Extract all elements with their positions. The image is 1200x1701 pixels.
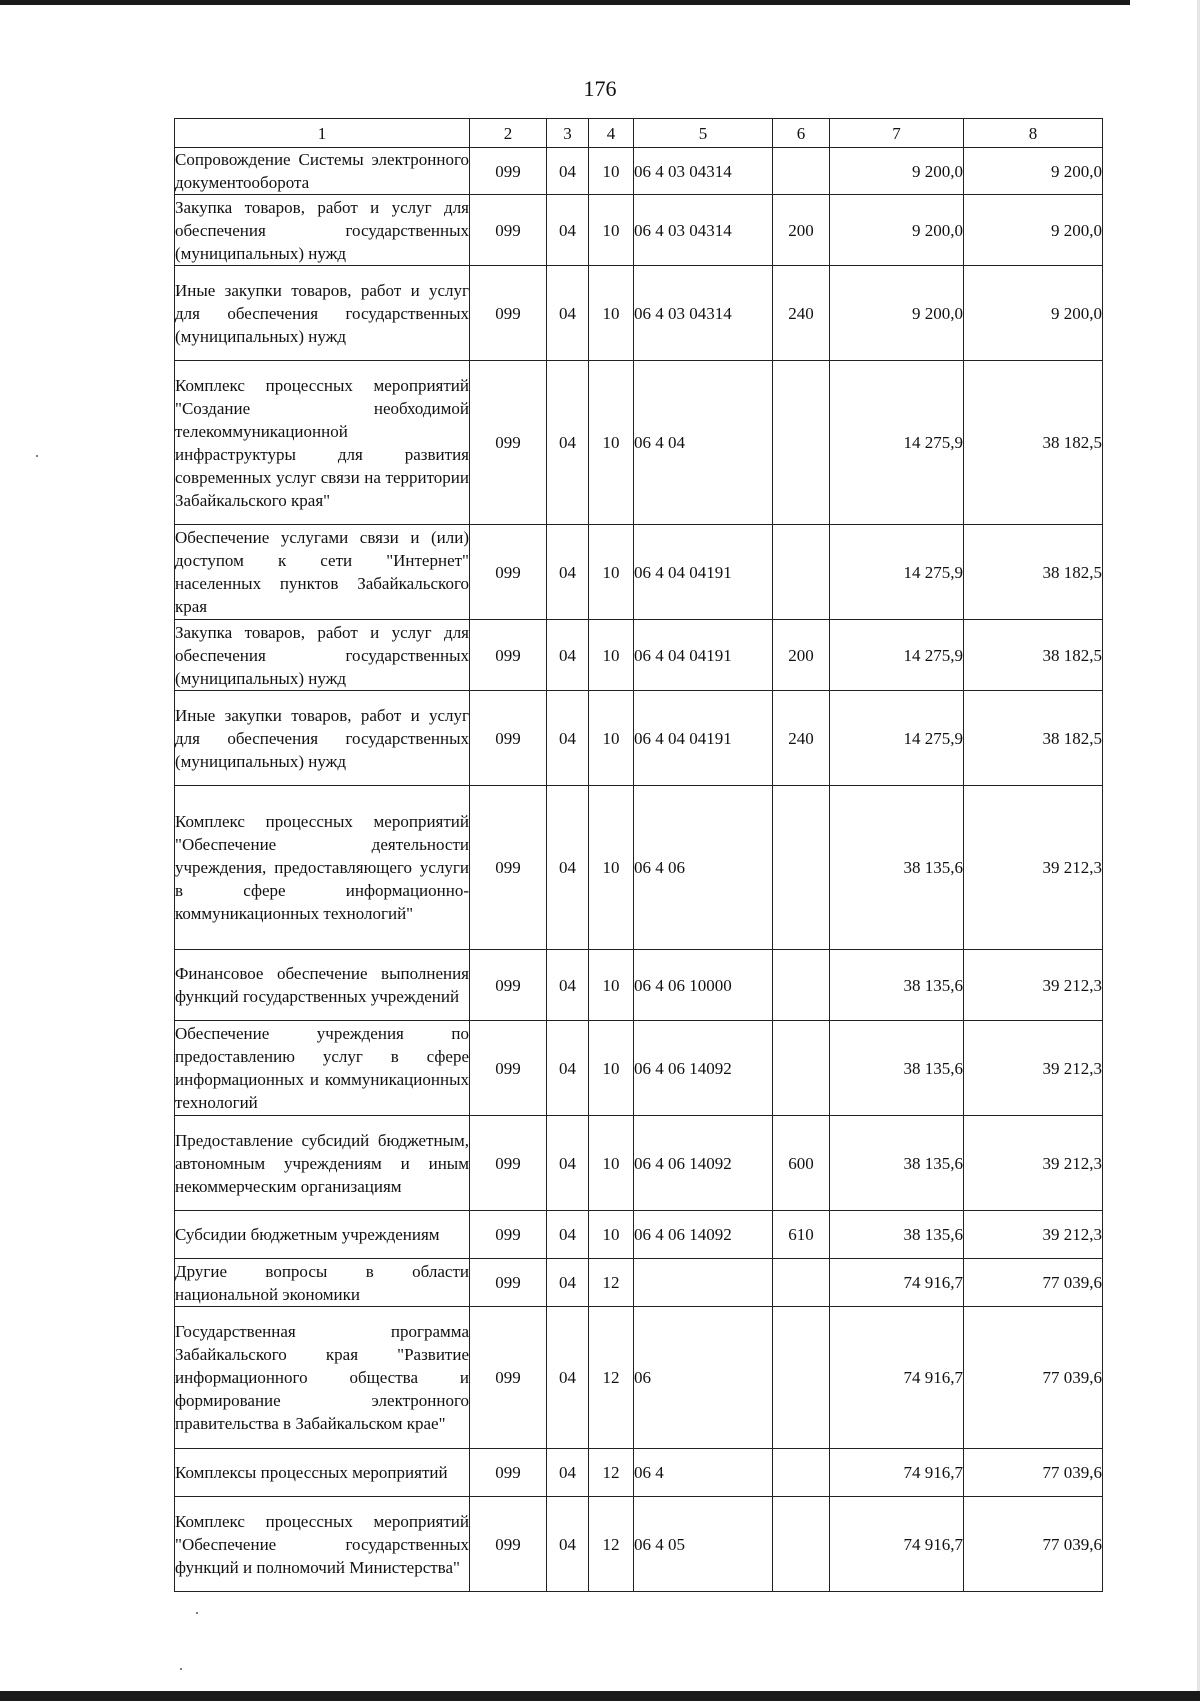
row-ministry-code: 099 <box>470 1449 547 1497</box>
row-name: Субсидии бюджетным учреждениям <box>175 1211 470 1259</box>
row-ministry-code: 099 <box>470 361 547 525</box>
row-ministry-code: 099 <box>470 1497 547 1592</box>
row-amount-col8: 39 212,3 <box>964 786 1103 950</box>
column-header: 4 <box>589 119 634 148</box>
row-section-code: 04 <box>547 148 589 195</box>
row-subsection-code: 10 <box>589 266 634 361</box>
row-section-code: 04 <box>547 1021 589 1116</box>
row-section-code: 04 <box>547 1307 589 1449</box>
row-amount-col7: 38 135,6 <box>830 786 964 950</box>
column-header: 7 <box>830 119 964 148</box>
row-expense-type <box>773 525 830 620</box>
row-ministry-code: 099 <box>470 1259 547 1307</box>
row-expense-type <box>773 1497 830 1592</box>
table-row <box>175 361 1103 525</box>
row-section-code: 04 <box>547 1116 589 1211</box>
row-amount-col7: 38 135,6 <box>830 1211 964 1259</box>
row-expense-type <box>773 148 830 195</box>
scan-speck <box>196 1612 198 1614</box>
row-target-article: 06 4 <box>634 1449 773 1497</box>
table-row <box>175 620 1103 691</box>
row-ministry-code: 099 <box>470 1307 547 1449</box>
row-expense-type <box>773 1021 830 1116</box>
row-amount-col8: 39 212,3 <box>964 950 1103 1021</box>
table-row <box>175 1497 1103 1592</box>
row-subsection-code: 12 <box>589 1449 634 1497</box>
row-subsection-code: 10 <box>589 361 634 525</box>
row-target-article: 06 4 06 14092 <box>634 1021 773 1116</box>
row-subsection-code: 12 <box>589 1497 634 1592</box>
row-amount-col8: 38 182,5 <box>964 525 1103 620</box>
row-amount-col8: 38 182,5 <box>964 361 1103 525</box>
row-amount-col8: 77 039,6 <box>964 1449 1103 1497</box>
row-target-article: 06 4 03 04314 <box>634 195 773 266</box>
budget-table <box>174 118 1103 1592</box>
row-name: Финансовое обеспечение выполнения функций государственных учреждений <box>175 950 470 1021</box>
row-amount-col7: 14 275,9 <box>830 361 964 525</box>
row-expense-type: 200 <box>773 195 830 266</box>
row-amount-col7: 14 275,9 <box>830 525 964 620</box>
row-target-article <box>634 1259 773 1307</box>
row-section-code: 04 <box>547 1259 589 1307</box>
row-amount-col8: 9 200,0 <box>964 195 1103 266</box>
row-subsection-code: 10 <box>589 620 634 691</box>
row-subsection-code: 10 <box>589 195 634 266</box>
row-amount-col8: 39 212,3 <box>964 1116 1103 1211</box>
table-row <box>175 950 1103 1021</box>
row-section-code: 04 <box>547 691 589 786</box>
row-target-article: 06 4 05 <box>634 1497 773 1592</box>
row-ministry-code: 099 <box>470 950 547 1021</box>
row-section-code: 04 <box>547 266 589 361</box>
scan-edge-bottom <box>0 1691 1200 1701</box>
row-expense-type: 600 <box>773 1116 830 1211</box>
row-subsection-code: 10 <box>589 1021 634 1116</box>
row-expense-type <box>773 1259 830 1307</box>
table-row <box>175 195 1103 266</box>
row-expense-type: 240 <box>773 691 830 786</box>
row-amount-col8: 38 182,5 <box>964 620 1103 691</box>
row-amount-col7: 14 275,9 <box>830 691 964 786</box>
row-target-article: 06 4 03 04314 <box>634 266 773 361</box>
table-row <box>175 266 1103 361</box>
row-ministry-code: 099 <box>470 148 547 195</box>
row-amount-col8: 77 039,6 <box>964 1307 1103 1449</box>
row-expense-type <box>773 361 830 525</box>
row-amount-col7: 9 200,0 <box>830 266 964 361</box>
row-subsection-code: 12 <box>589 1307 634 1449</box>
row-amount-col8: 39 212,3 <box>964 1021 1103 1116</box>
row-section-code: 04 <box>547 1497 589 1592</box>
row-amount-col7: 74 916,7 <box>830 1307 964 1449</box>
row-ministry-code: 099 <box>470 1211 547 1259</box>
row-target-article: 06 4 06 14092 <box>634 1211 773 1259</box>
row-amount-col8: 38 182,5 <box>964 691 1103 786</box>
row-subsection-code: 10 <box>589 691 634 786</box>
row-target-article: 06 4 04 04191 <box>634 691 773 786</box>
column-header: 1 <box>175 119 470 148</box>
scan-edge-top <box>0 0 1130 5</box>
table-row <box>175 525 1103 620</box>
row-amount-col7: 14 275,9 <box>830 620 964 691</box>
row-amount-col8: 9 200,0 <box>964 266 1103 361</box>
row-expense-type <box>773 1449 830 1497</box>
column-header: 2 <box>470 119 547 148</box>
row-name: Комплексы процессных мероприятий <box>175 1449 470 1497</box>
row-section-code: 04 <box>547 195 589 266</box>
row-expense-type: 240 <box>773 266 830 361</box>
table-row <box>175 691 1103 786</box>
row-name: Другие вопросы в области национальной экономики <box>175 1259 470 1307</box>
table-row <box>175 148 1103 195</box>
row-subsection-code: 10 <box>589 525 634 620</box>
column-header: 5 <box>634 119 773 148</box>
table-row <box>175 1259 1103 1307</box>
row-amount-col7: 38 135,6 <box>830 1021 964 1116</box>
row-section-code: 04 <box>547 786 589 950</box>
row-subsection-code: 10 <box>589 148 634 195</box>
row-target-article: 06 4 04 04191 <box>634 620 773 691</box>
row-section-code: 04 <box>547 620 589 691</box>
row-ministry-code: 099 <box>470 195 547 266</box>
row-amount-col7: 38 135,6 <box>830 1116 964 1211</box>
row-name: Закупка товаров, работ и услуг для обеспечения государственных (муниципальных) нужд <box>175 620 470 691</box>
row-name: Закупка товаров, работ и услуг для обеспечения государственных (муниципальных) нужд <box>175 195 470 266</box>
row-subsection-code: 10 <box>589 786 634 950</box>
table-row <box>175 1307 1103 1449</box>
row-amount-col7: 74 916,7 <box>830 1259 964 1307</box>
scan-speck <box>180 1668 182 1670</box>
scan-speck <box>36 455 38 457</box>
row-subsection-code: 12 <box>589 1259 634 1307</box>
table-row <box>175 1211 1103 1259</box>
table-row <box>175 1449 1103 1497</box>
row-expense-type: 200 <box>773 620 830 691</box>
row-target-article: 06 4 03 04314 <box>634 148 773 195</box>
row-name: Иные закупки товаров, работ и услуг для обеспечения государственных (муниципальных) нужд <box>175 266 470 361</box>
row-target-article: 06 4 04 <box>634 361 773 525</box>
row-name: Обеспечение услугами связи и (или) доступом к сети "Интернет" населенных пунктов Забайкальского края <box>175 525 470 620</box>
page-number: 176 <box>583 76 617 101</box>
row-name: Комплекс процессных мероприятий "Создание необходимой телекоммуникационной инфраструктуры для развития современных услуг связи на территории Забайкальского края" <box>175 361 470 525</box>
row-name: Государственная программа Забайкальского края "Развитие информационного общества и формирование электронного правительства в Забайкальском крае" <box>175 1307 470 1449</box>
row-expense-type <box>773 786 830 950</box>
row-target-article: 06 4 06 14092 <box>634 1116 773 1211</box>
row-expense-type: 610 <box>773 1211 830 1259</box>
row-target-article: 06 4 06 10000 <box>634 950 773 1021</box>
row-section-code: 04 <box>547 1449 589 1497</box>
row-name: Обеспечение учреждения по предоставлению услуг в сфере информационных и коммуникационных технологий <box>175 1021 470 1116</box>
row-ministry-code: 099 <box>470 786 547 950</box>
row-ministry-code: 099 <box>470 525 547 620</box>
row-amount-col7: 74 916,7 <box>830 1449 964 1497</box>
row-name: Иные закупки товаров, работ и услуг для обеспечения государственных (муниципальных) нужд <box>175 691 470 786</box>
row-section-code: 04 <box>547 950 589 1021</box>
row-section-code: 04 <box>547 1211 589 1259</box>
row-name: Сопровождение Системы электронного документооборота <box>175 148 470 195</box>
row-section-code: 04 <box>547 361 589 525</box>
row-expense-type <box>773 950 830 1021</box>
table-row <box>175 1116 1103 1211</box>
row-amount-col7: 9 200,0 <box>830 195 964 266</box>
row-amount-col8: 77 039,6 <box>964 1259 1103 1307</box>
row-ministry-code: 099 <box>470 1116 547 1211</box>
row-amount-col8: 77 039,6 <box>964 1497 1103 1592</box>
row-section-code: 04 <box>547 525 589 620</box>
column-header: 3 <box>547 119 589 148</box>
row-target-article: 06 <box>634 1307 773 1449</box>
row-ministry-code: 099 <box>470 691 547 786</box>
table-row <box>175 786 1103 950</box>
row-subsection-code: 10 <box>589 1211 634 1259</box>
table-header-row <box>175 119 1103 148</box>
row-ministry-code: 099 <box>470 266 547 361</box>
row-amount-col7: 38 135,6 <box>830 950 964 1021</box>
row-amount-col7: 9 200,0 <box>830 148 964 195</box>
row-amount-col8: 39 212,3 <box>964 1211 1103 1259</box>
row-ministry-code: 099 <box>470 1021 547 1116</box>
row-ministry-code: 099 <box>470 620 547 691</box>
table-row <box>175 1021 1103 1116</box>
row-name: Комплекс процессных мероприятий "Обеспечение государственных функций и полномочий Министерства" <box>175 1497 470 1592</box>
row-target-article: 06 4 04 04191 <box>634 525 773 620</box>
row-expense-type <box>773 1307 830 1449</box>
row-target-article: 06 4 06 <box>634 786 773 950</box>
row-amount-col8: 9 200,0 <box>964 148 1103 195</box>
column-header: 8 <box>964 119 1103 148</box>
column-header: 6 <box>773 119 830 148</box>
row-name: Комплекс процессных мероприятий "Обеспечение деятельности учреждения, предоставляющего услуги в сфере информационно-коммуникационных технологий" <box>175 786 470 950</box>
row-subsection-code: 10 <box>589 1116 634 1211</box>
row-name: Предоставление субсидий бюджетным, автономным учреждениям и иным некоммерческим организациям <box>175 1116 470 1211</box>
row-amount-col7: 74 916,7 <box>830 1497 964 1592</box>
row-subsection-code: 10 <box>589 950 634 1021</box>
